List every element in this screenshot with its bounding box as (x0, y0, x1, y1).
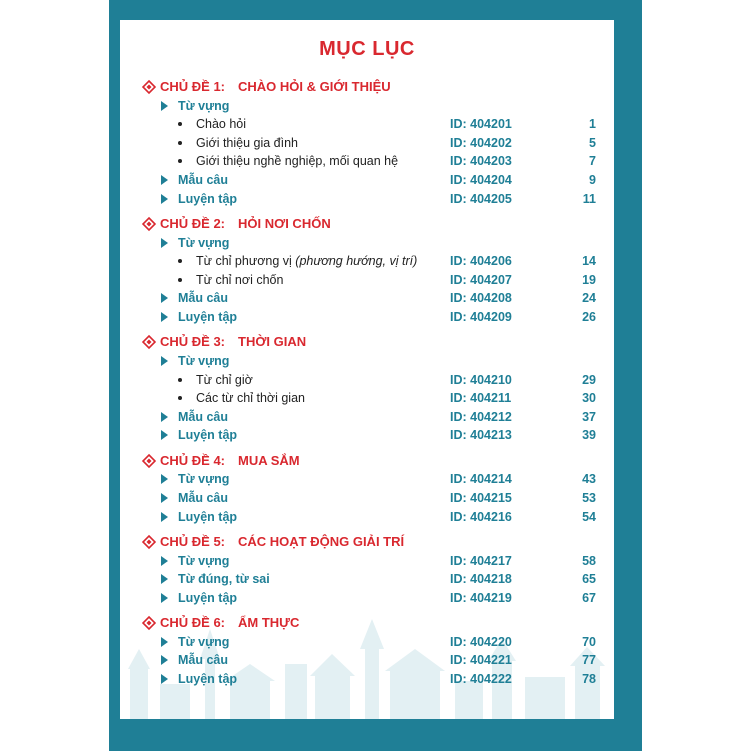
topic-heading[interactable] (120, 215, 614, 233)
section-entry[interactable] (120, 97, 614, 115)
page-number: 39 (582, 428, 596, 443)
page-number: 29 (582, 372, 596, 387)
section-entry[interactable] (120, 633, 614, 651)
page-number: 9 (589, 173, 596, 187)
page-number: 1 (589, 117, 596, 132)
section-entry[interactable] (120, 651, 614, 669)
section-entry[interactable] (120, 426, 614, 444)
section-entry[interactable] (120, 234, 614, 252)
subitem-note-italic (295, 254, 417, 268)
triangle-bullet-icon (161, 593, 168, 603)
page-number: 37 (582, 409, 596, 424)
subitem-label (196, 152, 398, 170)
subitem-entry[interactable] (120, 152, 614, 170)
triangle-bullet-icon (161, 493, 168, 503)
lesson-id: ID: 404207 (450, 272, 512, 287)
subitem-entry[interactable] (120, 371, 614, 389)
topic-name: CÁC HOẠT ĐỘNG GIẢI TRÍ (238, 534, 405, 549)
lesson-id: ID: 404206 (450, 254, 512, 269)
diamond-icon (142, 333, 156, 351)
section-label: Luyện tập (178, 191, 238, 206)
triangle-bullet-icon (161, 637, 168, 647)
page-number: 19 (582, 272, 596, 287)
triangle-bullet-icon (161, 430, 168, 440)
section-label: Từ vựng (178, 472, 230, 487)
topic-name: HỎI NƠI CHỐN (238, 216, 331, 231)
triangle-bullet-icon (161, 674, 168, 684)
topic-heading[interactable] (120, 78, 614, 96)
bullet-dot-icon (178, 141, 182, 145)
page-title: MỤC LỤC (319, 38, 415, 60)
subitem-entry[interactable] (120, 115, 614, 133)
page-number: 53 (582, 491, 596, 505)
page-number: 67 (582, 590, 596, 605)
subitem-entry[interactable] (120, 389, 614, 407)
lesson-id: ID: 404222 (450, 672, 512, 686)
diamond-icon (142, 215, 156, 233)
lesson-id: ID: 404217 (450, 553, 512, 568)
page-number: 5 (589, 135, 596, 150)
topic-number: CHỦ ĐỀ 2: (160, 216, 226, 231)
topic-heading[interactable] (120, 533, 614, 551)
diamond-icon (142, 452, 156, 470)
section-label: Từ vựng (178, 98, 230, 113)
triangle-bullet-icon (161, 194, 168, 204)
section-entry[interactable] (120, 552, 614, 570)
section-entry[interactable] (120, 352, 614, 370)
section-entry[interactable] (120, 308, 614, 326)
subitem-label (196, 371, 253, 389)
lesson-id: ID: 404205 (450, 191, 512, 206)
section-label: Từ vựng (178, 354, 230, 368)
topic-number: CHỦ ĐỀ 5: (160, 534, 226, 549)
section-label: Luyện tập (178, 428, 238, 443)
lesson-id: ID: 404211 (450, 391, 512, 406)
topic-number: CHỦ ĐỀ 1: (160, 79, 226, 94)
lesson-id: ID: 404213 (450, 428, 512, 443)
triangle-bullet-icon (161, 312, 168, 322)
diamond-icon (142, 533, 156, 551)
page-number: 7 (589, 154, 596, 169)
page-number: 14 (582, 254, 596, 269)
section-label: Mẫu câu (178, 409, 229, 424)
lesson-id: ID: 404204 (450, 173, 512, 187)
triangle-bullet-icon (161, 175, 168, 185)
section-label: Từ vựng (178, 634, 230, 649)
bullet-dot-icon (178, 396, 182, 400)
subitem-label (196, 252, 417, 270)
topic-name: THỜI GIAN (238, 334, 307, 350)
subitem-label (196, 271, 283, 289)
bullet-dot-icon (178, 378, 182, 382)
subitem-text: Giới thiệu nghề nghiệp, mối quan hệ (196, 154, 399, 169)
subitem-text: Từ chỉ giờ (196, 372, 253, 387)
subitem-entry[interactable] (120, 271, 614, 289)
page-number: 58 (582, 553, 596, 568)
section-entry[interactable] (120, 589, 614, 607)
lesson-id: ID: 404221 (450, 653, 512, 668)
table-of-contents (120, 20, 614, 719)
topic-name: MUA SẮM (238, 452, 300, 468)
subitem-entry[interactable] (120, 252, 614, 270)
topic-name: ẨM THỰC (238, 615, 300, 631)
section-entry[interactable] (120, 489, 614, 507)
lesson-id: ID: 404203 (450, 154, 512, 169)
document-page (120, 20, 614, 719)
subitem-label (196, 134, 298, 152)
triangle-bullet-icon (161, 655, 168, 665)
page-number: 54 (582, 509, 596, 524)
page-number: 65 (582, 572, 596, 587)
diamond-icon (142, 78, 156, 96)
page-number: 24 (582, 291, 596, 306)
lesson-id: ID: 404209 (450, 310, 512, 324)
page-number: 30 (582, 391, 596, 406)
section-entry[interactable] (120, 508, 614, 526)
page-number: 43 (582, 472, 596, 487)
triangle-bullet-icon (161, 293, 168, 303)
lesson-id: ID: 404214 (450, 472, 512, 487)
subitem-entry[interactable] (120, 134, 614, 152)
topic-number: CHỦ ĐỀ 3: (160, 334, 226, 350)
subitem-text: Từ chỉ nơi chốn (196, 272, 284, 287)
triangle-bullet-icon (161, 412, 168, 422)
section-entry[interactable] (120, 470, 614, 488)
section-label: Luyện tập (178, 590, 238, 605)
page-number: 70 (582, 634, 596, 649)
subitem-note: (phương hướng, vị trí) (295, 254, 418, 269)
page-number: 26 (582, 310, 596, 324)
section-entry[interactable] (120, 670, 614, 688)
triangle-bullet-icon (161, 556, 168, 566)
subitem-text: Chào hỏi (196, 117, 247, 132)
section-label: Luyện tập (178, 672, 238, 686)
lesson-id: ID: 404208 (450, 291, 512, 306)
topic-number: CHỦ ĐỀ 4: (160, 452, 226, 468)
lesson-id: ID: 404202 (450, 135, 512, 150)
lesson-id: ID: 404218 (450, 572, 512, 587)
subitem-label (196, 389, 305, 407)
lesson-id: ID: 404212 (450, 409, 512, 424)
triangle-bullet-icon (161, 574, 168, 584)
topic-heading[interactable] (120, 614, 614, 632)
section-label: Từ vựng (178, 235, 230, 250)
page-number: 11 (582, 191, 596, 206)
section-label: Mẫu câu (178, 291, 229, 306)
lesson-id: ID: 404210 (450, 372, 512, 387)
lesson-id: ID: 404219 (450, 590, 512, 605)
section-entry[interactable] (120, 190, 614, 208)
diamond-icon (142, 614, 156, 632)
section-label: Mẫu câu (178, 173, 229, 187)
section-label: Mẫu câu (178, 653, 229, 668)
topic-heading[interactable] (120, 333, 614, 351)
section-label: Từ đúng, từ sai (178, 572, 270, 587)
section-entry[interactable] (120, 171, 614, 189)
lesson-id: ID: 404220 (450, 634, 512, 649)
triangle-bullet-icon (161, 356, 168, 366)
subitem-label (196, 115, 246, 133)
topic-name: CHÀO HỎI & GIỚI THIỆU (238, 79, 391, 94)
section-label: Từ vựng (178, 553, 230, 568)
bullet-dot-icon (178, 122, 182, 126)
lesson-id: ID: 404215 (450, 491, 512, 505)
bullet-dot-icon (178, 159, 182, 163)
triangle-bullet-icon (161, 101, 168, 111)
subitem-text: Giới thiệu gia đình (196, 135, 299, 150)
subitem-text: Các từ chỉ thời gian (196, 391, 305, 406)
topic-heading[interactable] (120, 452, 614, 470)
section-entry[interactable] (120, 570, 614, 588)
lesson-id: ID: 404201 (450, 117, 512, 132)
bullet-dot-icon (178, 259, 182, 263)
triangle-bullet-icon (161, 474, 168, 484)
page-number: 78 (582, 672, 596, 686)
bullet-dot-icon (178, 278, 182, 282)
lesson-id: ID: 404216 (450, 509, 512, 524)
section-entry[interactable] (120, 408, 614, 426)
section-entry[interactable] (120, 289, 614, 307)
section-label: Luyện tập (178, 509, 238, 524)
section-label: Mẫu câu (178, 491, 229, 505)
triangle-bullet-icon (161, 512, 168, 522)
subitem-text: Từ chỉ phương vị (196, 254, 296, 269)
section-label: Luyện tập (178, 310, 238, 324)
topic-number: CHỦ ĐỀ 6: (160, 615, 226, 631)
page-number: 77 (582, 653, 596, 668)
triangle-bullet-icon (161, 238, 168, 248)
